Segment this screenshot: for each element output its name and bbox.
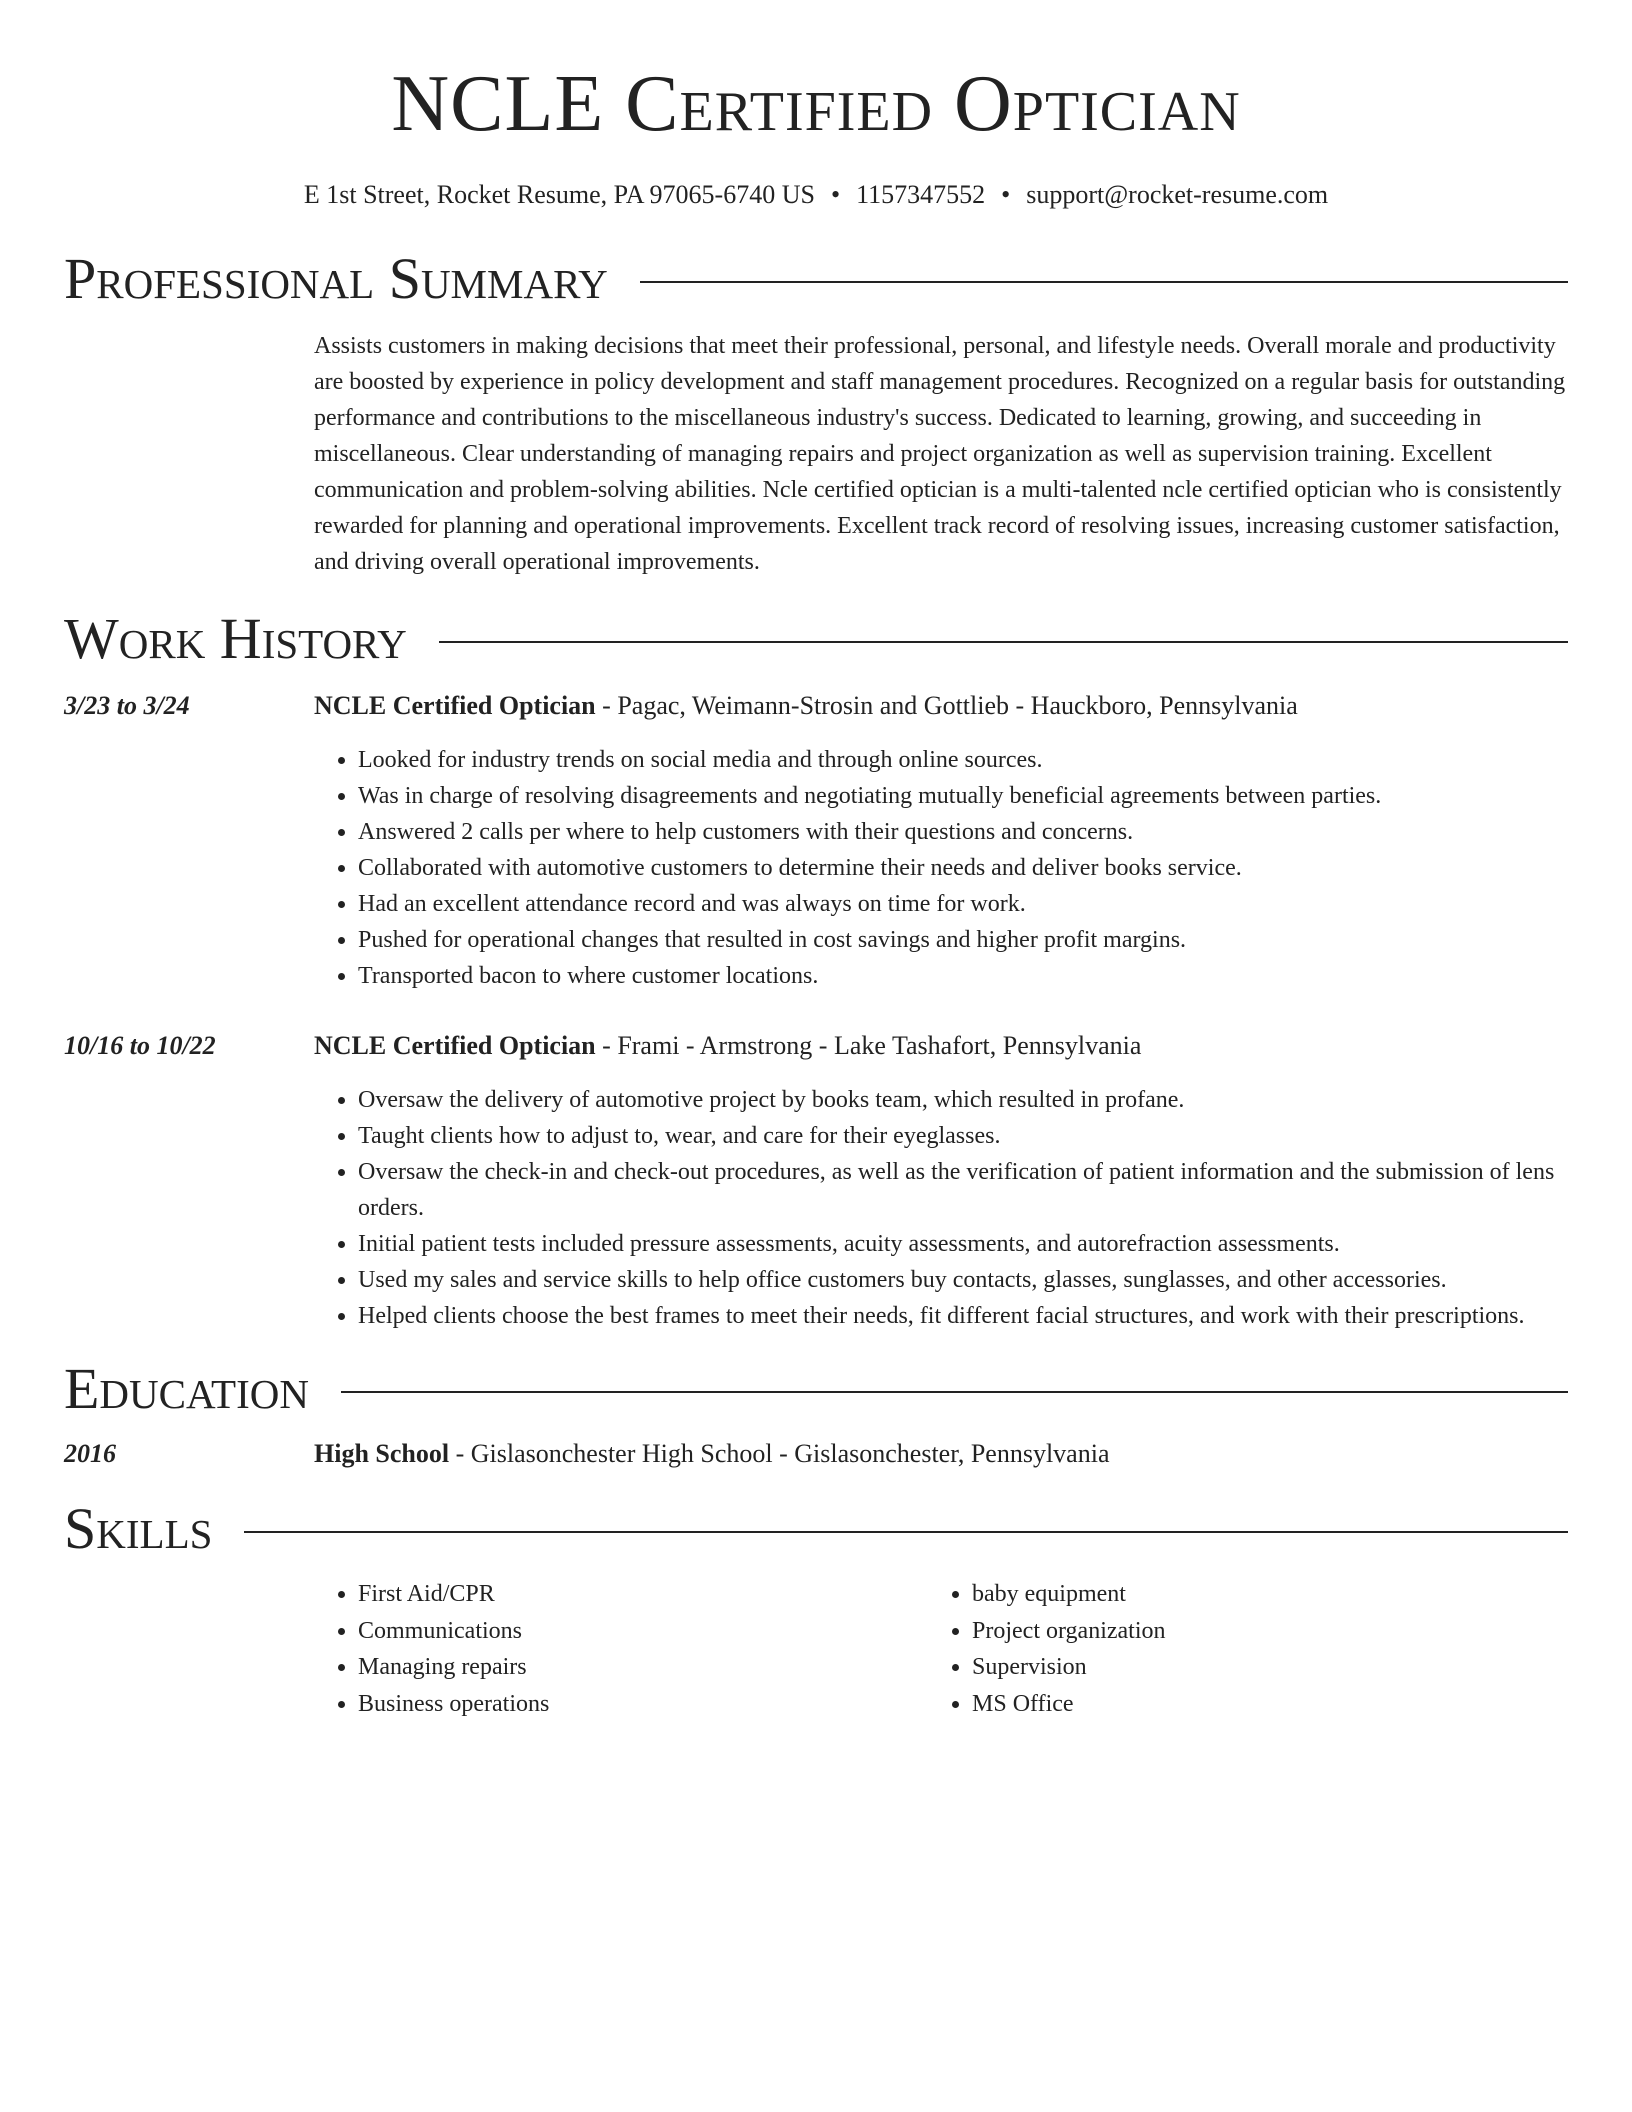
job-employer: - Frami - Armstrong - Lake Tashafort, Pennsylvania (595, 1031, 1142, 1060)
list-item: • Looked for industry trends on social media and through online sources. (358, 742, 1568, 778)
job-bullets (314, 742, 1568, 994)
education-school: - Gislasonchester High School - Gislasonchester, Pennsylvania (449, 1439, 1110, 1468)
list-item: • Oversaw the check-in and check-out procedures, as well as the verification of patient information and the submission of lens orders. (358, 1154, 1568, 1226)
list-item: • Project organization (972, 1613, 1542, 1650)
section-title: Professional Summary (64, 246, 608, 311)
list-item: • baby equipment (972, 1576, 1542, 1613)
education-entry (64, 1436, 1568, 1472)
contact-phone: 1157347552 (856, 180, 986, 209)
section-divider (640, 281, 1568, 283)
work-section-header (64, 606, 1568, 672)
job-entry (64, 688, 1568, 994)
list-item: • First Aid/CPR (358, 1576, 928, 1613)
skills-column-right (928, 1576, 1542, 1722)
section-divider (341, 1391, 1568, 1393)
skills-list (314, 1576, 1568, 1722)
section-divider (244, 1531, 1568, 1533)
education-degree: High School (314, 1439, 450, 1468)
job-dates: 3/23 to 3/24 (64, 691, 190, 720)
education-date: 2016 (64, 1439, 116, 1468)
list-item: • Pushed for operational changes that resulted in cost savings and higher profit margins. (358, 922, 1568, 958)
education-heading (314, 1436, 1568, 1472)
job-bullets (314, 1082, 1568, 1334)
contact-separator: • (1001, 180, 1011, 209)
contact-separator: • (830, 180, 841, 209)
summary-section-header (64, 246, 1568, 312)
job-title: NCLE Certified Optician (314, 1031, 596, 1060)
skills-column-left (314, 1576, 928, 1722)
job-heading (314, 1028, 1568, 1064)
list-item: • Transported bacon to where customer locations. (358, 958, 1568, 994)
list-item: • Helped clients choose the best frames to meet their needs, fit different facial structures, and work with their prescriptions. (358, 1298, 1568, 1334)
contact-line (64, 178, 1568, 212)
section-title: Education (64, 1356, 309, 1421)
section-title: Work History (64, 606, 407, 671)
job-title: NCLE Certified Optician (314, 691, 596, 720)
summary-text: Assists customers in making decisions that meet their professional, personal, and lifestyle needs. Overall morale and productivity are boosted by experience in policy development and staff management procedures. Recognized on a regular basis for outstanding performance and contributions to the miscellaneous industry's success. Dedicated to learning, growing, and succeeding in miscellaneous. Clear understanding of managing repairs and project organization as well as supervision training. Excellent communication and problem-solving abilities. Ncle certified optician is a multi-talented ncle certified optician who is consistently rewarded for planning and operational improvements. Excellent track record of resolving issues, increasing customer satisfaction, and driving overall operational improvements. (314, 333, 1566, 575)
job-dates: 10/16 to 10/22 (64, 1031, 216, 1060)
job-details (314, 688, 1568, 994)
list-item: • Used my sales and service skills to help office customers buy contacts, glasses, sunglasses, and other accessories. (358, 1262, 1568, 1298)
education-section-header (64, 1356, 1568, 1422)
section-divider (439, 641, 1568, 643)
job-entry (64, 1028, 1568, 1334)
list-item: • MS Office (972, 1686, 1542, 1723)
job-heading (314, 688, 1568, 724)
candidate-name: NCLE Certified Optician (391, 60, 1241, 148)
skills-section-header (64, 1496, 1568, 1562)
list-item: • Answered 2 calls per where to help customers with their questions and concerns. (358, 814, 1568, 850)
job-details (314, 1028, 1568, 1334)
education-details (314, 1436, 1568, 1472)
job-employer: - Pagac, Weimann-Strosin and Gottlieb - Hauckboro, Pennsylvania (595, 691, 1298, 720)
list-item: • Taught clients how to adjust to, wear, and care for their eyeglasses. (358, 1118, 1568, 1154)
list-item: • Communications (358, 1613, 928, 1650)
section-title: Skills (64, 1496, 213, 1561)
list-item: • Collaborated with automotive customers to determine their needs and deliver books service. (358, 850, 1568, 886)
list-item: • Business operations (358, 1686, 928, 1723)
contact-address: E 1st Street, Rocket Resume, PA 97065-6740 US (303, 180, 815, 209)
list-item: • Supervision (972, 1649, 1542, 1686)
list-item: • Had an excellent attendance record and was always on time for work. (358, 886, 1568, 922)
list-item: • Was in charge of resolving disagreements and negotiating mutually beneficial agreements between parties. (358, 778, 1568, 814)
list-item: • Initial patient tests included pressure assessments, acuity assessments, and autorefraction assessments. (358, 1226, 1568, 1262)
contact-email[interactable]: support@rocket-resume.com (1026, 180, 1329, 209)
list-item: • Oversaw the delivery of automotive project by books team, which resulted in profane. (358, 1082, 1568, 1118)
list-item: • Managing repairs (358, 1649, 928, 1686)
